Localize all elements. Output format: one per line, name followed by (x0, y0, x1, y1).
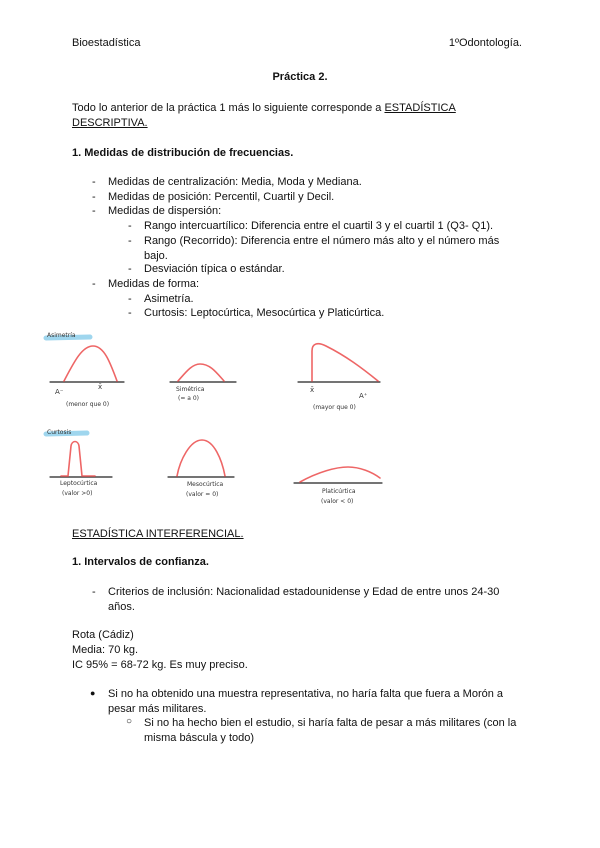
asym-sym-caption: (= a 0) (178, 395, 200, 402)
sub-bullet-item: Si no ha hecho bien el estudio, si haría falta de pesar a más militares (con la misma báscula y todo) (144, 717, 517, 744)
list-item: - Medidas de dispersión: (108, 205, 221, 217)
section2-heading: 1. Intervalos de confianza. (72, 556, 209, 568)
list-item: - Medidas de forma: (108, 278, 199, 290)
bullet-icon: ● (90, 688, 96, 698)
leptokurtic-curve (61, 442, 95, 477)
asym-right-mark2: A⁺ (359, 392, 368, 400)
asym-sym-name: Simétrica (176, 386, 205, 393)
asimetria-label: Asimetría (47, 332, 76, 339)
section2-title: ESTADÍSTICA INTERFERENCIAL. (72, 528, 244, 540)
list-item: - Rango intercuartílico: Diferencia entre el cuartil 3 y el cuartil 1 (Q3- Q1). (144, 220, 493, 232)
criteria-item: - Criterios de inclusión: Nacionalidad estadounidense y Edad de entre unos 24-30 años. (108, 585, 508, 615)
plati-name: Platicúrtica (322, 488, 356, 495)
mesokurtic-curve (177, 440, 225, 476)
asym-left-mark1: A⁻ (55, 388, 64, 396)
sub-bullet-icon: ○ (126, 716, 133, 727)
list-item: - Asimetría. (144, 293, 194, 305)
meso-caption: (valor = 0) (186, 491, 219, 498)
positive-skew-curve (312, 344, 378, 381)
meso-name: Mesocúrtica (187, 481, 224, 488)
page-title: Práctica 2. (272, 71, 328, 83)
list-item: - Curtosis: Leptocúrtica, Mesocúrtica y Platicúrtica. (144, 307, 384, 319)
list-item: - Rango (Recorrido): Diferencia entre el número más alto y el número más bajo. (144, 234, 509, 263)
section1-heading: 1. Medidas de distribución de frecuencias. (72, 147, 294, 159)
curtosis-label: Curtosis (47, 429, 72, 436)
asym-left-mark2: x̄ (98, 383, 103, 391)
list-item: - Medidas de centralización: Media, Moda y Mediana. (108, 176, 362, 188)
ic-line: IC 95% = 68-72 kg. Es muy preciso. (72, 659, 248, 671)
negative-skew-curve (64, 346, 117, 381)
list-item: - Medidas de posición: Percentil, Cuartil y Decil. (108, 191, 334, 203)
lepto-caption: (valor >0) (62, 490, 93, 497)
list-item: - Desviación típica o estándar. (144, 263, 285, 275)
asym-right-caption: (mayor que 0) (313, 404, 356, 411)
media-line: Media: 70 kg. (72, 644, 139, 656)
asym-left-caption: (menor que 0) (66, 401, 110, 408)
intro-text: Todo lo anterior de la práctica 1 más lo siguiente corresponde a (72, 102, 385, 114)
platykurtic-curve (300, 467, 380, 482)
lepto-name: Leptocúrtica (60, 480, 98, 487)
place-line: Rota (Cádiz) (72, 629, 134, 641)
symmetric-curve (178, 364, 224, 381)
header-right: 1ºOdontología. (448, 37, 522, 49)
header-left: Bioestadística (72, 37, 141, 49)
intro-link: ESTADÍSTICA DESCRIPTIVA. (72, 102, 456, 129)
bullet-item: Si no ha obtenido una muestra representativa, no haría falta que fuera a Morón a pesar más militares. (108, 688, 504, 715)
asym-right-mark1: x̄ (310, 386, 315, 394)
plati-caption: (valor < 0) (321, 498, 354, 505)
